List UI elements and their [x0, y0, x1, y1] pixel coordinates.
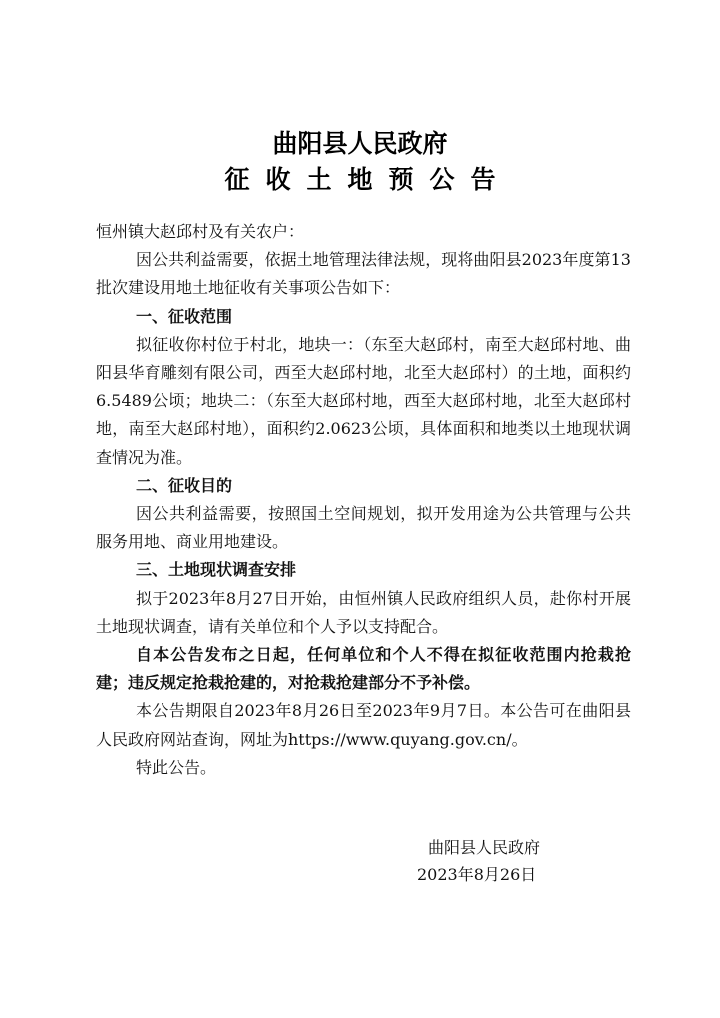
section1-text: 拟征收你村位于村北，地块一：（东至大赵邱村，南至大赵邱村地、曲阳县华育雕刻有限公司，西至大赵邱村地，北至大赵邱村）的土地，面积约6.5489公顷；地块二：（东至大赵邱村地，西至大赵邱村地，北至大赵邱村地，南至大赵邱村地），面积约2.0623公顷，具体面积和地类以土地现状调查情况为准。	[96, 334, 631, 467]
notice-title: 征收土地预公告	[224, 165, 512, 194]
section3-text: 拟于2023年8月27日开始，由恒州镇人民政府组织人员，赴你村开展土地现状调查，请有关单位和个人予以支持配合。	[96, 588, 631, 636]
intro-paragraph: 因公共利益需要，依据土地管理法律法规，现将曲阳县2023年度第13批次建设用地土地征收有关事项公告如下：	[96, 250, 631, 298]
bold-notice: 自本公告发布之日起，任何单位和个人不得在拟征收范围内抢栽抢建；违反规定抢栽抢建的，对抢栽抢建部分不予补偿。	[96, 645, 631, 693]
closing-line: 特此公告。	[136, 757, 217, 777]
section1-heading: 一、征收范围	[136, 306, 233, 326]
section2-heading: 二、征收目的	[136, 475, 233, 495]
salutation: 恒州镇大赵邱村及有关农户：	[96, 222, 305, 241]
section3-heading: 三、土地现状调查安排	[136, 560, 297, 580]
section2-text: 因公共利益需要，按照国土空间规划，拟开发用途为公共管理与公共服务用地、商业用地建设。	[96, 504, 631, 552]
period-paragraph: 本公告期限自2023年8月26日至2023年9月7日。本公告可在曲阳县人民政府网站查询，网址为https://www.quyang.gov.cn/。	[96, 701, 631, 749]
issuer-title: 曲阳县人民政府	[272, 129, 448, 158]
signature-date: 2023年8月26日	[417, 865, 537, 884]
signature-org: 曲阳县人民政府	[428, 838, 541, 857]
notice-body	[96, 218, 631, 782]
